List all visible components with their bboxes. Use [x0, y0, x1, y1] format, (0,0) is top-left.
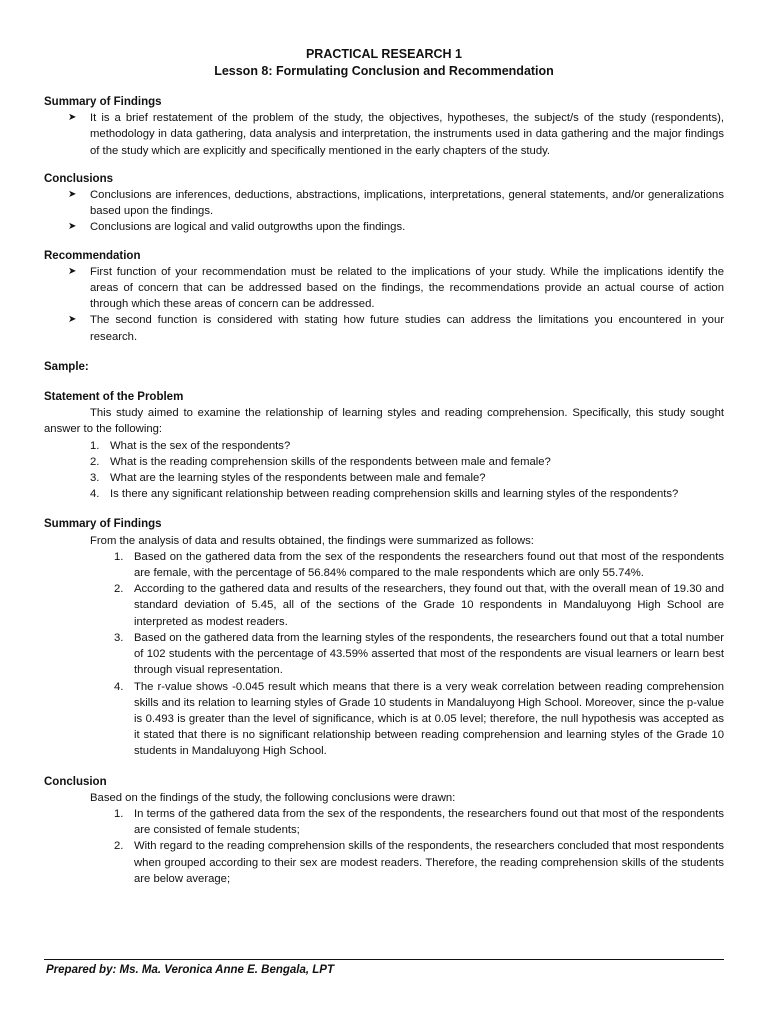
- list-item: ➤ Conclusions are inferences, deductions, abstractions, implications, interpretations, general statements, and/or generalizations based upon the findings.: [68, 189, 724, 218]
- list-item: ➤ It is a brief restatement of the problem of the study, the objectives, hypotheses, the subject/s of the study (respondents), methodology in data gathering, data analysis and interpretation, the instruments used in data gathering and the major findings of the study which are explicitly and specifically mentioned in the early chapters of the study.: [68, 112, 724, 157]
- summary-heading: Summary of Findings: [44, 96, 162, 108]
- document-page: [44, 46, 724, 887]
- arrowhead-bullet-icon: ➤: [68, 112, 77, 124]
- conclusions-heading: Conclusions: [44, 172, 114, 185]
- list-item: 2. With regard to the reading comprehension skills of the respondents, the researchers concluded that most respondents when grouped according to their sex are modest readers. Therefore, the reading comprehension skills of the students are below average;: [114, 840, 724, 885]
- list-item: 4. Is there any significant relationship between reading comprehension skills and learning styles of the respondents?: [90, 488, 679, 501]
- recommendation-heading: Recommendation: [44, 249, 141, 262]
- conclusions-bullets: [44, 187, 724, 236]
- statement-intro: This study aimed to examine the relationship of learning styles and reading comprehension. Specifically, this study sought answer to the following:: [44, 407, 724, 436]
- arrowhead-bullet-icon: ➤: [68, 314, 77, 326]
- list-item: 2. What is the reading comprehension skills of the respondents between male and female?: [90, 455, 551, 468]
- document-title: PRACTICAL RESEARCH 1: [305, 47, 463, 61]
- statement-list: [44, 438, 724, 503]
- arrowhead-bullet-icon: ➤: [68, 221, 77, 233]
- findings-list: [44, 549, 724, 760]
- arrowhead-bullet-icon: ➤: [68, 265, 77, 277]
- list-item: 2. According to the gathered data and results of the researchers, they found out that, with the overall mean of 19.30 and standard deviation of 5.45, all of the sections of the Grade 10 respondents in Mandaluyong High School are interpreted as modest readers.: [114, 583, 724, 628]
- footer-prepared-by: Prepared by: Ms. Ma. Veronica Anne E. Bengala, LPT: [46, 964, 334, 976]
- list-item: 1. Based on the gathered data from the sex of the respondents the researchers found out that most of the respondents are female, with the percentage of 56.84% compared to the male respondents which are only 55.74%.: [114, 550, 724, 580]
- list-item: 3. What are the learning styles of the respondents between male and female?: [90, 472, 486, 485]
- arrowhead-bullet-icon: ➤: [68, 189, 77, 201]
- list-item: ➤ The second function is considered with stating how future studies can address the limitations you encountered in your research.: [68, 314, 724, 343]
- list-item: ➤ Conclusions are logical and valid outgrowths upon the findings.: [44, 219, 724, 235]
- list-item: 1. In terms of the gathered data from the sex of the respondents, the researchers found out that most of the respondents are consisted of female students;: [114, 807, 724, 837]
- findings-intro: From the analysis of data and results obtained, the findings were summarized as follows:: [90, 534, 534, 547]
- list-item: ➤ First function of your recommendation must be related to the implications of your study. While the implications identify the areas of concern that can be addressed based on the findings, the recommendations provide an actual course of action through which these areas of concern can be addressed.: [68, 265, 724, 311]
- list-item: 1. What is the sex of the respondents?: [90, 439, 291, 452]
- lesson-title: Lesson 8: Formulating Conclusion and Recommendation: [214, 64, 554, 78]
- recommendation-bullets: [44, 264, 724, 345]
- statement-heading: Statement of the Problem: [44, 391, 184, 404]
- conclusion-intro: Based on the findings of the study, the following conclusions were drawn:: [90, 791, 456, 804]
- conclusion-list: [44, 806, 724, 887]
- conclusion-heading: Conclusion: [44, 775, 107, 788]
- list-item: 3. Based on the gathered data from the learning styles of the respondents, the researchers found out that a total number of 102 students with the percentage of 43.59% asserted that most of the respondents are visual learners or learn best through visual representation.: [114, 631, 724, 677]
- footer-divider: [44, 959, 724, 960]
- list-item: 4. The r-value shows -0.045 result which means that there is a very weak correlation between reading comprehension skills and its relation to learning styles of Grade 10 students in Mandaluyong High School. Moreover, since the p-value is 0.493 is greater than the level of significance, which is at 0.05 level; therefore, the null hypothesis was accepted as it stated that there is no significant relationship between reading comprehension and learning styles of the Grade 10 students in Mandaluyong High School.: [114, 680, 724, 758]
- summary-bullets: [44, 110, 724, 159]
- sample-heading: Sample:: [44, 360, 89, 373]
- findings-heading: Summary of Findings: [44, 518, 162, 531]
